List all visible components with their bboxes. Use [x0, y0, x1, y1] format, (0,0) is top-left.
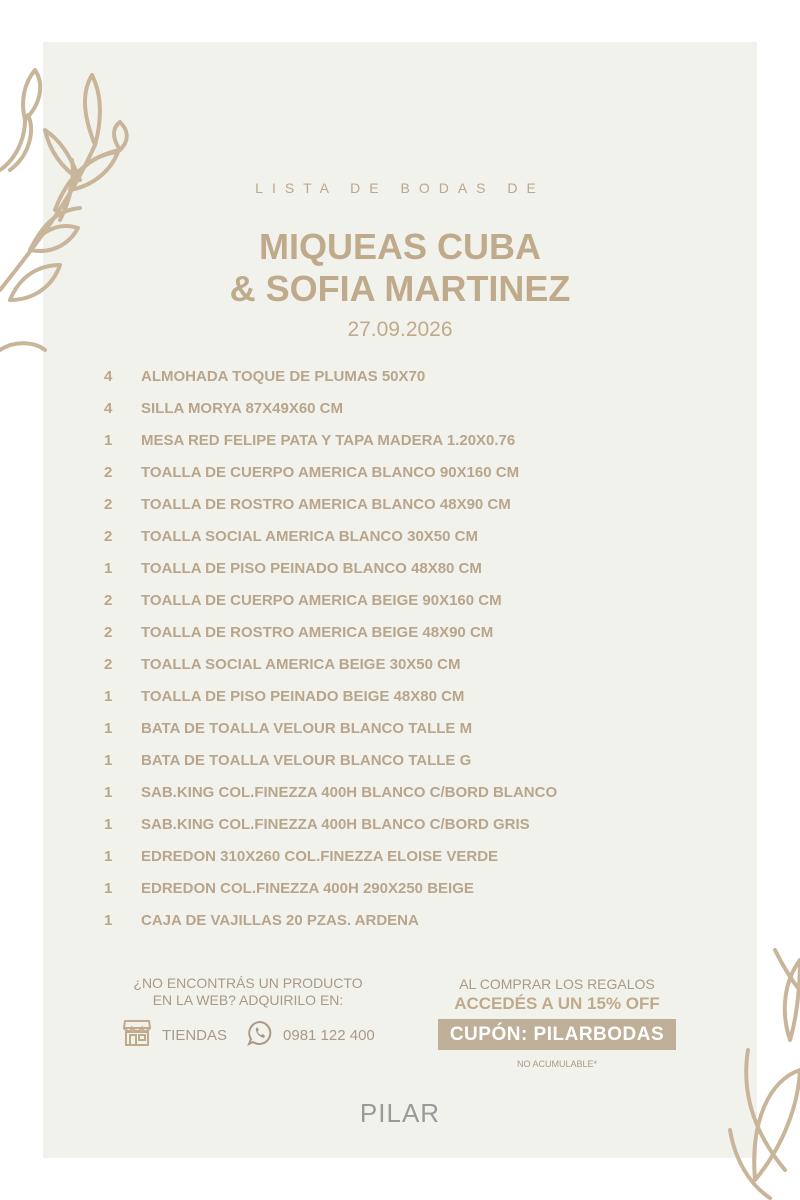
item-quantity: 2 [104, 655, 113, 673]
list-item [104, 520, 664, 552]
item-name: TOALLA DE ROSTRO AMERICA BEIGE 48X90 CM [141, 623, 494, 641]
item-name: EDREDON COL.FINEZZA 400H 290X250 BEIGE [141, 879, 474, 897]
item-name: TOALLA DE CUERPO AMERICA BEIGE 90X160 CM [141, 591, 502, 609]
list-item [104, 680, 664, 712]
item-name: SILLA MORYA 87X49X60 CM [141, 399, 344, 417]
store-icon [122, 1019, 152, 1051]
item-quantity: 1 [104, 687, 113, 705]
item-quantity: 2 [104, 527, 113, 545]
help-line-2: EN LA WEB? ADQUIRILO EN: [152, 992, 344, 1008]
couple-name-line-2: & SOFIA MARTINEZ [229, 268, 571, 309]
list-item [104, 488, 664, 520]
item-name: MESA RED FELIPE PATA Y TAPA MADERA 1.20X0.76 [141, 431, 516, 449]
item-name: CAJA DE VAJILLAS 20 PZAS. ARDENA [141, 911, 419, 929]
list-item [104, 744, 664, 776]
item-quantity: 2 [104, 623, 113, 641]
item-quantity: 1 [104, 431, 113, 449]
brand-logo: PILAR [359, 1098, 441, 1128]
list-item [104, 872, 664, 904]
list-item [104, 616, 664, 648]
item-name: ALMOHADA TOQUE DE PLUMAS 50X70 [141, 367, 426, 385]
list-item [104, 552, 664, 584]
help-text [108, 975, 388, 1009]
item-name: TOALLA SOCIAL AMERICA BEIGE 30X50 CM [141, 655, 461, 673]
item-quantity: 4 [104, 399, 113, 417]
list-item [104, 712, 664, 744]
list-item [104, 424, 664, 456]
list-item [104, 360, 664, 392]
item-name: BATA DE TOALLA VELOUR BLANCO TALLE M [141, 719, 473, 737]
item-name: EDREDON 310X260 COL.FINEZZA ELOISE VERDE [141, 847, 499, 865]
phone-number[interactable]: 0981 122 400 [283, 1026, 375, 1044]
list-item [104, 584, 664, 616]
item-name: TOALLA DE CUERPO AMERICA BLANCO 90X160 CM [141, 463, 520, 481]
help-line-1: ¿NO ENCONTRÁS UN PRODUCTO [133, 975, 363, 991]
item-quantity: 4 [104, 367, 113, 385]
couple-name-line-1: MIQUEAS CUBA [258, 226, 541, 267]
gift-list [104, 360, 664, 936]
item-quantity: 2 [104, 591, 113, 609]
wedding-date: 27.09.2026 [347, 318, 453, 341]
item-quantity: 1 [104, 879, 113, 897]
item-name: SAB.KING COL.FINEZZA 400H BLANCO C/BORD BLANCO [141, 783, 558, 801]
non-cumulative-note: NO ACUMULABLE* [516, 1059, 598, 1069]
item-quantity: 2 [104, 463, 113, 481]
item-quantity: 1 [104, 783, 113, 801]
coupon-badge: CUPÓN: PILARBODAS [438, 1019, 676, 1050]
item-quantity: 1 [104, 719, 113, 737]
contact-options [122, 1019, 375, 1051]
item-name: BATA DE TOALLA VELOUR BLANCO TALLE G [141, 751, 472, 769]
item-name: TOALLA DE ROSTRO AMERICA BLANCO 48X90 CM [141, 495, 511, 513]
item-quantity: 1 [104, 815, 113, 833]
item-name: TOALLA SOCIAL AMERICA BLANCO 30X50 CM [141, 527, 478, 545]
list-item [104, 840, 664, 872]
whatsapp-icon [247, 1020, 273, 1050]
item-quantity: 1 [104, 911, 113, 929]
item-quantity: 1 [104, 847, 113, 865]
list-item [104, 392, 664, 424]
list-item [104, 776, 664, 808]
item-quantity: 2 [104, 495, 113, 513]
item-name: TOALLA DE PISO PEINADO BEIGE 48X80 CM [141, 687, 465, 705]
item-quantity: 1 [104, 559, 113, 577]
item-name: SAB.KING COL.FINEZZA 400H BLANCO C/BORD GRIS [141, 815, 530, 833]
list-subtitle: LISTA DE BODAS DE [255, 180, 545, 196]
stores-link[interactable]: TIENDAS [162, 1026, 228, 1044]
list-item [104, 456, 664, 488]
list-item [104, 808, 664, 840]
couple-names [0, 226, 800, 310]
promo-line-2: ACCEDÉS A UN 15% OFF [454, 994, 660, 1013]
item-name: TOALLA DE PISO PEINADO BLANCO 48X80 CM [141, 559, 482, 577]
list-item [104, 648, 664, 680]
item-quantity: 1 [104, 751, 113, 769]
promo-line-1: AL COMPRAR LOS REGALOS [459, 976, 655, 992]
list-item [104, 904, 664, 936]
